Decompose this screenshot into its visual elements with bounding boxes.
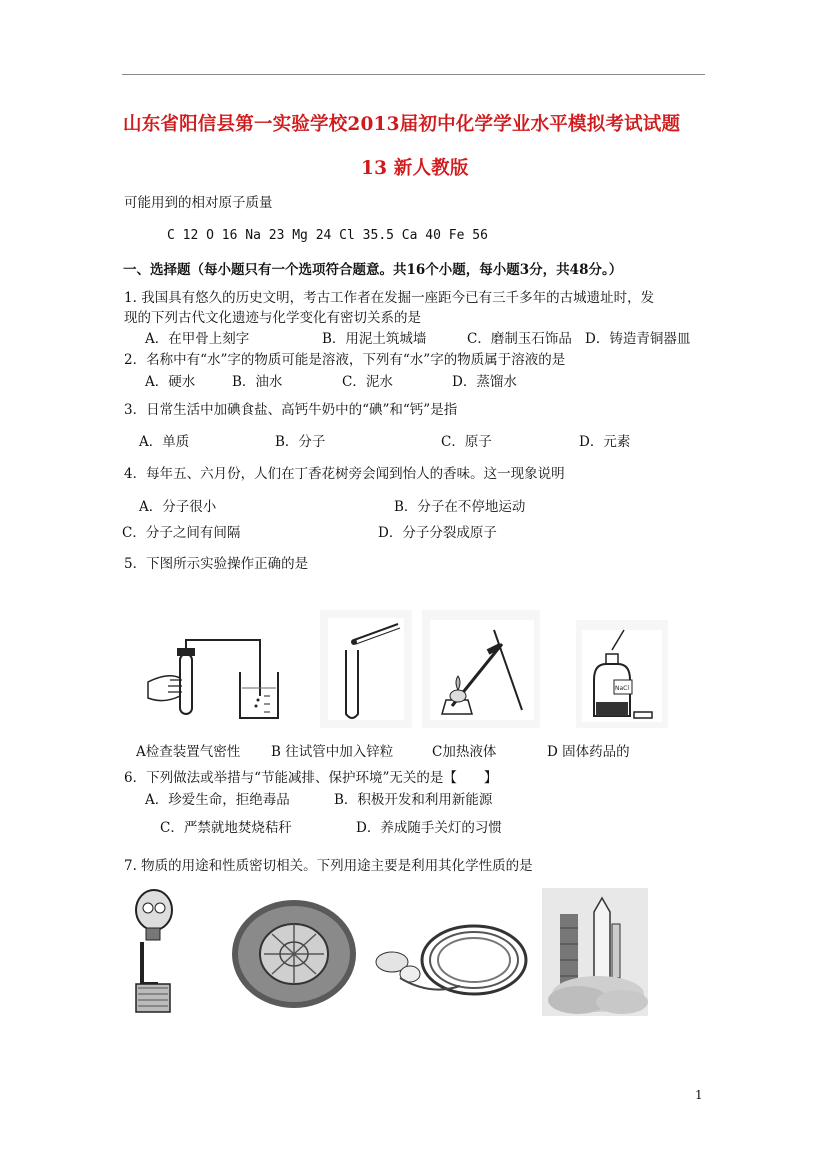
page-title: 山东省阳信县第一实验学校2013届初中化学学业水平模拟考试试题 [123, 114, 681, 135]
section-heading: 一、选择题（每小题只有一个选项符合题意。共16个小题，每小题3分，共48分。） [123, 262, 623, 278]
q2-option-b: B．油水 [232, 374, 283, 390]
q3-option-c: C．原子 [441, 434, 492, 450]
q1-option-c: C．磨制玉石饰品 [467, 331, 572, 347]
q1-stem-line2: 现的下列古代文化遗迹与化学变化有密切关系的是 [124, 310, 421, 326]
q5-option-c: C加热液体 [432, 744, 497, 760]
q7-stem: 7. 物质的用途和性质密切相关。下列用途主要是利用其化学性质的是 [124, 858, 533, 874]
q3-stem: 3．日常生活中加碘食盐、高钙牛奶中的“碘”和“钙”是指 [124, 402, 458, 418]
q6-option-b: B．积极开发和利用新能源 [334, 792, 493, 808]
q4-stem: 4．每年五、六月份，人们在丁香花树旁会闻到怡人的香味。这一现象说明 [124, 466, 565, 482]
header-rule [122, 74, 705, 75]
q4-option-a: A．分子很小 [139, 499, 217, 515]
solid-reagent-figure [576, 620, 668, 728]
diamond-figure [230, 898, 358, 1010]
q5-option-d: D 固体药品的 [547, 744, 630, 760]
q5-stem: 5．下图所示实验操作正确的是 [124, 556, 309, 572]
airtightness-check-figure [140, 634, 310, 724]
q2-stem: 2．名称中有“水”字的物质可能是溶液，下列有“水”字的物质属于溶液的是 [124, 352, 566, 368]
q3-option-b: B．分子 [275, 434, 326, 450]
reagent-label: NaCl [615, 685, 630, 692]
page-subtitle: 13 新人教版 [361, 158, 469, 179]
q2-option-d: D．蒸馏水 [452, 374, 517, 390]
add-zinc-figure [320, 610, 412, 728]
q5-option-a: A检查装置气密性 [136, 744, 241, 760]
q6-stem: 6．下列做法或举措与“节能减排、保护环境”无关的是【 】 [124, 770, 498, 786]
q1-stem-line1: 1. 我国具有悠久的历史文明，考古工作者在发掘一座距今已有三千多年的古城遗址时，发 [124, 290, 655, 306]
q4-option-d: D．分子分裂成原子 [378, 525, 497, 541]
q4-option-c: C．分子之间有间隔 [122, 525, 241, 541]
heating-liquid-figure [422, 610, 540, 728]
q2-option-a: A．硬水 [145, 374, 196, 390]
q1-option-b: B．用泥土筑城墙 [322, 331, 427, 347]
q3-option-d: D．元素 [579, 434, 631, 450]
q6-option-a: A．珍爱生命，拒绝毒品 [145, 792, 290, 808]
atomic-mass-label: 可能用到的相对原子质量 [124, 195, 273, 211]
q1-option-a: A．在甲骨上刻字 [145, 331, 250, 347]
page-number: 1 [695, 1088, 703, 1102]
q6-option-c: C．严禁就地焚烧秸秆 [160, 820, 292, 836]
atomic-mass-values: C 12 O 16 Na 23 Mg 24 Cl 35.5 Ca 40 Fe 56 [167, 228, 488, 243]
q3-option-a: A．单质 [139, 434, 190, 450]
rocket-launch-figure [542, 888, 648, 1016]
q5-option-b: B 往试管中加入锌粒 [271, 744, 394, 760]
wire-figure [370, 916, 530, 1006]
q1-option-d: D．铸造青铜器皿 [585, 331, 691, 347]
q4-option-b: B．分子在不停地运动 [394, 499, 526, 515]
q6-option-d: D．养成随手关灯的习惯 [356, 820, 502, 836]
gas-mask-figure [124, 888, 186, 1014]
q2-option-c: C．泥水 [342, 374, 393, 390]
